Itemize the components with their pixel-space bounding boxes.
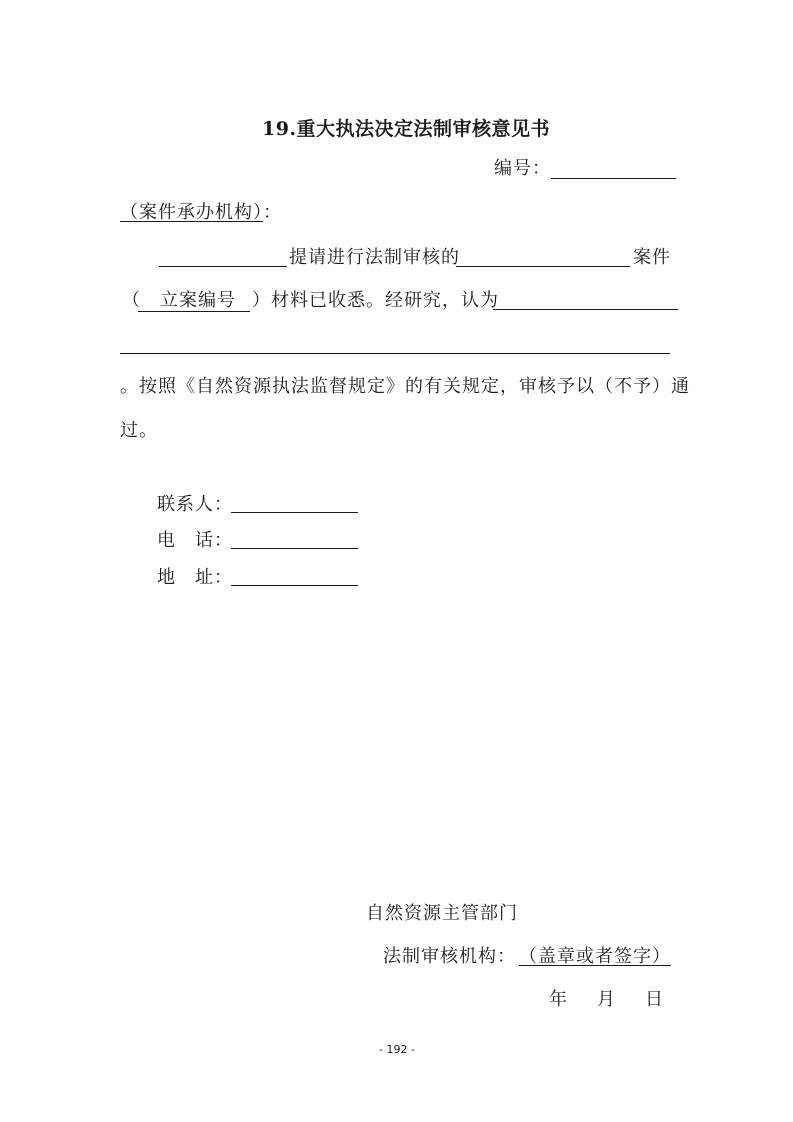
- page-number: - 192 -: [379, 1043, 415, 1056]
- para4: 过。: [120, 420, 158, 441]
- para3: 。按照《自然资源执法监督规定》的有关规定，审核予以（不予）通: [120, 376, 690, 397]
- opinion-blank-2: [120, 353, 670, 354]
- phone-label: 电 话：: [157, 530, 233, 551]
- document-title: 19.重大执法决定法制审核意见书: [262, 118, 551, 140]
- para1-end: 案件: [633, 247, 671, 268]
- phone-blank: [231, 548, 358, 549]
- dept-name: 自然资源主管部门: [366, 903, 518, 924]
- case-number-filled: 立案编号: [160, 290, 236, 311]
- org-label: 法制审核机构：: [383, 946, 516, 967]
- contact-person-blank: [231, 512, 358, 513]
- addressee: （案件承办机构）: [120, 202, 263, 223]
- addressee-line: [120, 202, 282, 224]
- date-line: 年 月 日: [549, 989, 669, 1010]
- para2-rest: ）材料已收悉。经研究，认为: [252, 290, 499, 311]
- para1-mid: 提请进行法制审核的: [289, 247, 460, 268]
- number-blank: [551, 178, 676, 179]
- case-blank: [456, 266, 630, 267]
- number-label: 编号：: [494, 158, 551, 179]
- seal-note: （盖章或者签字）: [519, 946, 671, 967]
- opinion-blank-1: [493, 309, 678, 310]
- subject-blank: [159, 266, 287, 267]
- addressee-suffix: ：: [263, 202, 282, 223]
- address-label: 地 址：: [157, 567, 233, 588]
- address-blank: [231, 585, 358, 586]
- para2-open: （: [122, 290, 141, 311]
- case-number-underline: [138, 311, 250, 312]
- contact-person-label: 联系人：: [157, 494, 233, 515]
